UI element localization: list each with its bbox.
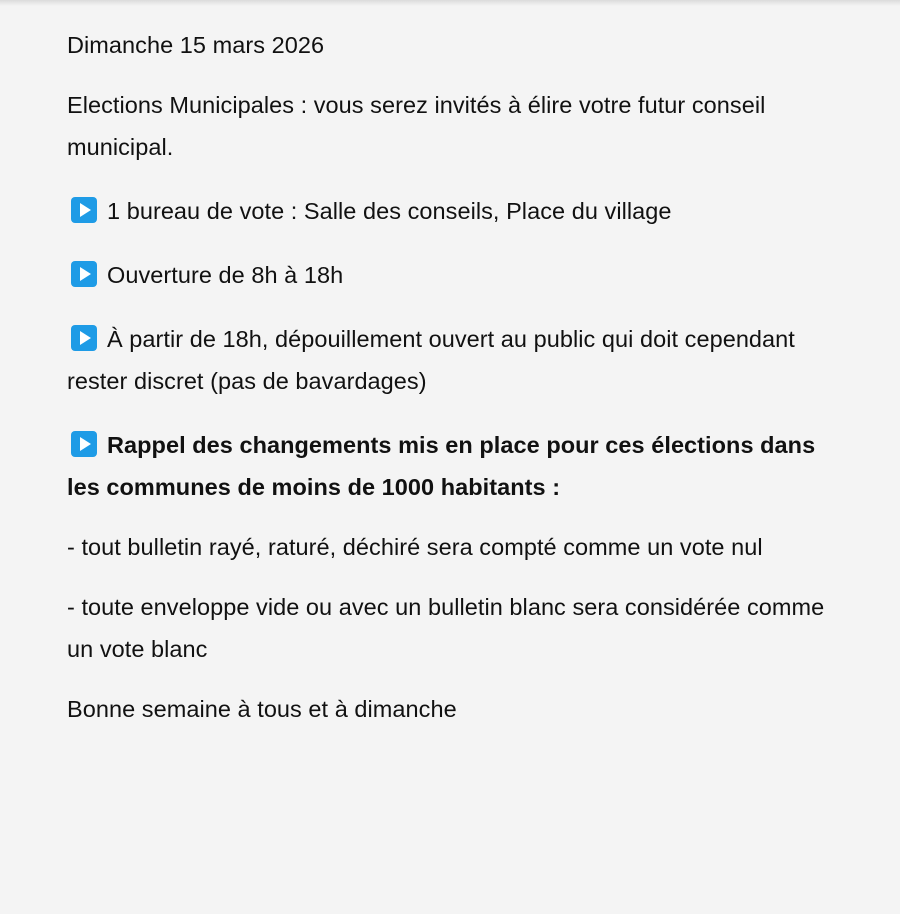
bullet-text: À partir de 18h, dépouillement ouvert au public qui doit cependant rester discret (pas de bavardages)	[67, 326, 795, 394]
bullet-changes-reminder	[67, 424, 842, 508]
bullet-counting	[67, 318, 842, 402]
rule-null-vote: - tout bulletin rayé, raturé, déchiré sera compté comme un vote nul	[67, 534, 763, 560]
bullet-polling-station	[67, 190, 842, 232]
bullet-text: Ouverture de 8h à 18h	[107, 262, 344, 288]
date-line: Dimanche 15 mars 2026	[67, 32, 325, 58]
play-button-icon	[71, 325, 97, 351]
bullet-text: Rappel des changements mis en place pour ces élections dans les communes de moins de 1000 habitants :	[67, 432, 816, 500]
rule-blank-vote: - toute enveloppe vide ou avec un bulletin blanc sera considérée comme un vote blanc	[67, 594, 825, 662]
intro-paragraph: Elections Municipales : vous serez invités à élire votre futur conseil municipal.	[67, 92, 766, 160]
play-button-icon	[71, 197, 97, 223]
bullet-text: 1 bureau de vote : Salle des conseils, Place du village	[107, 198, 672, 224]
closing-line: Bonne semaine à tous et à dimanche	[67, 696, 457, 722]
top-shadow	[0, 0, 900, 6]
bullet-opening-hours	[67, 254, 842, 296]
play-button-icon	[71, 261, 97, 287]
post-content	[67, 24, 842, 730]
play-button-icon	[71, 431, 97, 457]
